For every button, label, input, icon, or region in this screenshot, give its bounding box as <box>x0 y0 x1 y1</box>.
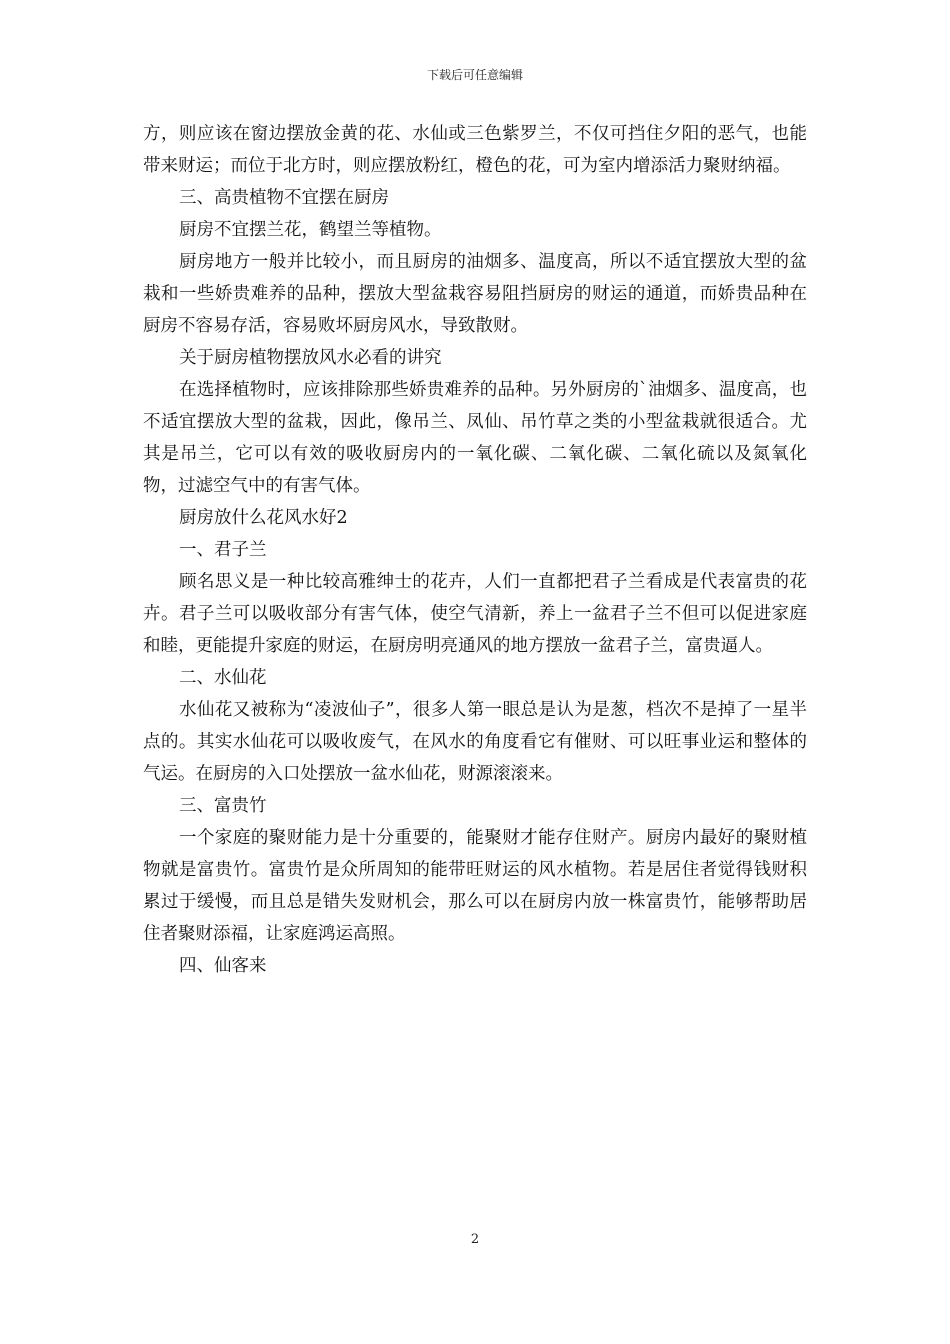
document-body <box>143 118 807 982</box>
section-heading-kitchen-plant-rules: 关于厨房植物摆放风水必看的讲究 <box>179 348 442 368</box>
section-heading-lucky-bamboo: 三、富贵竹 <box>179 796 267 816</box>
page-header: 下载后可任意编辑 <box>426 68 523 82</box>
section-heading-narcissus: 二、水仙花 <box>179 668 267 688</box>
paragraph-continuation: 方，则应该在窗边摆放金黄的花、水仙或三色紫罗兰，不仅可挡住夕阳的恶气，也能带来财运；而位于北方时，则应摆放粉红，橙色的花，可为室内增添活力聚财纳福。 <box>143 124 807 176</box>
paragraph: 水仙花又被称为“凌波仙子”，很多人第一眼总是认为是葱，档次不是掉了一星半点的。其实水仙花可以吸收废气，在风水的角度看它有催财、可以旺事业运和整体的气运。在厨房的入口处摆放一盆水仙花，财源滚滚来。 <box>143 700 807 784</box>
section-heading-cyclamen: 四、仙客来 <box>179 956 267 976</box>
section-heading-part-2: 厨房放什么花风水好2 <box>179 508 348 528</box>
paragraph: 在选择植物时，应该排除那些娇贵难养的品种。另外厨房的`油烟多、温度高，也不适宜摆放大型的盆栽，因此，像吊兰、凤仙、吊竹草之类的小型盆栽就很适合。尤其是吊兰，它可以有效的吸收厨房内的一氧化碳、二氧化碳、二氧化硫以及氮氧化物，过滤空气中的有害气体。 <box>143 380 807 496</box>
paragraph: 一个家庭的聚财能力是十分重要的，能聚财才能存住财产。厨房内最好的聚财植物就是富贵竹。富贵竹是众所周知的能带旺财运的风水植物。若是居住者觉得钱财积累过于缓慢，而且总是错失发财机会，那么可以在厨房内放一株富贵竹，能够帮助居住者聚财添福，让家庭鸿运高照。 <box>143 828 807 944</box>
page-number: 2 <box>470 1232 480 1247</box>
paragraph: 厨房不宜摆兰花，鹤望兰等植物。 <box>179 220 442 240</box>
paragraph: 顾名思义是一种比较高雅绅士的花卉，人们一直都把君子兰看成是代表富贵的花卉。君子兰可以吸收部分有害气体，使空气清新，养上一盆君子兰不但可以促进家庭和睦，更能提升家庭的财运，在厨房明亮通风的地方摆放一盆君子兰，富贵逼人。 <box>143 572 807 656</box>
section-heading-clivia: 一、君子兰 <box>179 540 267 560</box>
section-heading-kitchen-no-precious-plants: 三、高贵植物不宜摆在厨房 <box>179 188 389 208</box>
paragraph: 厨房地方一般并比较小，而且厨房的油烟多、温度高，所以不适宜摆放大型的盆栽和一些娇贵难养的品种，摆放大型盆栽容易阻挡厨房的财运的通道，而娇贵品种在厨房不容易存活，容易败坏厨房风水，导致散财。 <box>143 252 807 336</box>
